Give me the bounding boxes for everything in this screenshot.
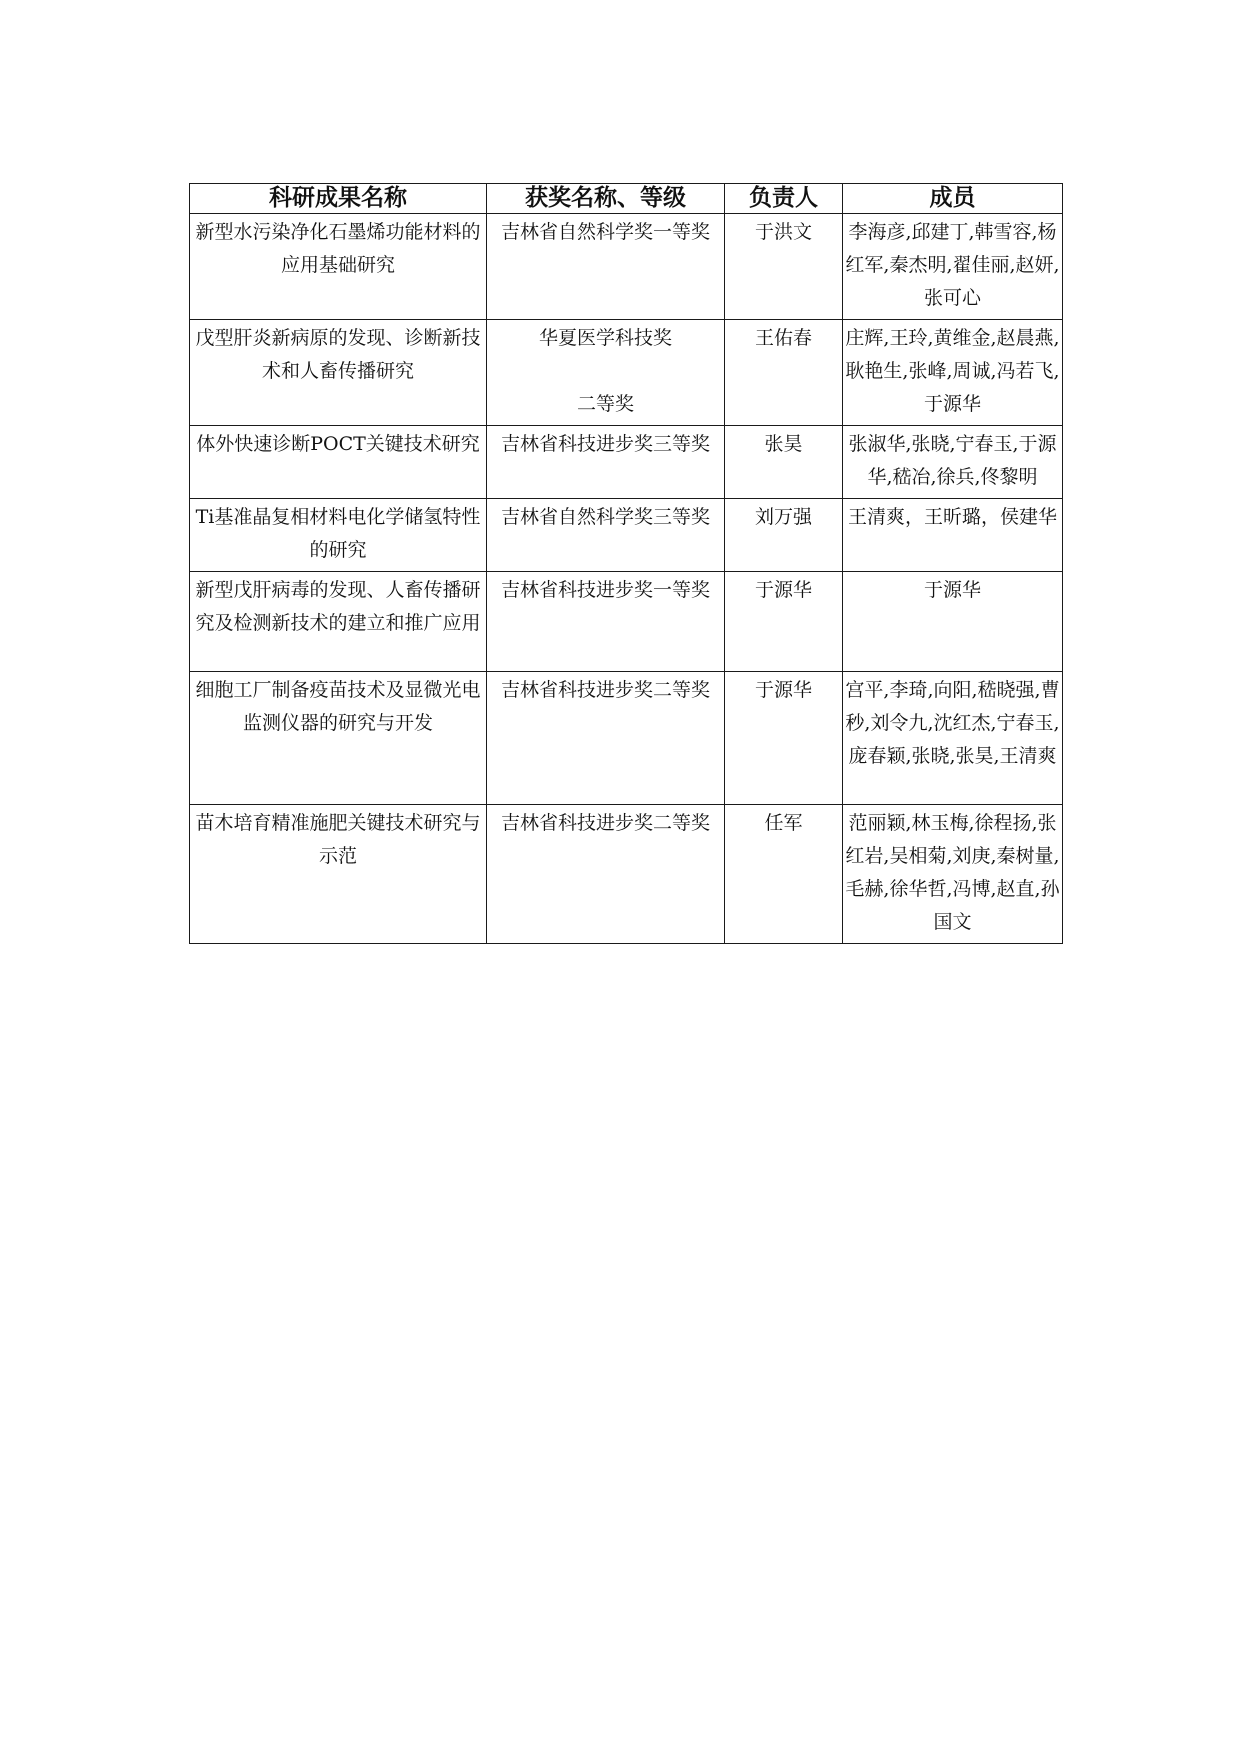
award-name: 吉林省科技进步奖三等奖 [487, 426, 725, 499]
award-name: 吉林省自然科学奖一等奖 [487, 214, 725, 320]
achievement-title: 戊型肝炎新病原的发现、诊断新技术和人畜传播研究 [190, 320, 487, 426]
award-name: 吉林省自然科学奖三等奖 [487, 499, 725, 572]
header-leader: 负责人 [725, 184, 843, 214]
achievement-title: 体外快速诊断POCT关键技术研究 [190, 426, 487, 499]
achievement-title: 细胞工厂制备疫苗技术及显微光电监测仪器的研究与开发 [190, 672, 487, 805]
achievement-title: 新型水污染净化石墨烯功能材料的应用基础研究 [190, 214, 487, 320]
leader-name: 于源华 [725, 672, 843, 805]
member-list: 宫平,李琦,向阳,嵇晓强,曹秒,刘令九,沈红杰,宁春玉,庞春颖,张晓,张昊,王清爽 [843, 672, 1063, 805]
award-cell [487, 320, 725, 426]
leader-name: 任军 [725, 805, 843, 944]
table-row [190, 672, 1063, 805]
leader-name: 于洪文 [725, 214, 843, 320]
table-row [190, 320, 1063, 426]
table-row [190, 572, 1063, 672]
award-name: 吉林省科技进步奖二等奖 [487, 805, 725, 944]
member-list: 庄辉,王玲,黄维金,赵晨燕,耿艳生,张峰,周诚,冯若飞,于源华 [843, 320, 1063, 426]
awards-table [189, 183, 1063, 944]
header-members: 成员 [843, 184, 1063, 214]
member-list: 王清爽，王昕璐，侯建华 [843, 499, 1063, 572]
achievement-title: Ti基准晶复相材料电化学储氢特性的研究 [190, 499, 487, 572]
achievement-title: 新型戊肝病毒的发现、人畜传播研究及检测新技术的建立和推广应用 [190, 572, 487, 672]
table-row [190, 426, 1063, 499]
achievement-title: 苗木培育精准施肥关键技术研究与示范 [190, 805, 487, 944]
leader-name: 于源华 [725, 572, 843, 672]
table-row [190, 805, 1063, 944]
award-name: 华夏医学科技奖 [538, 327, 672, 349]
header-row [190, 184, 1063, 214]
table-row [190, 214, 1063, 320]
member-list: 李海彦,邱建丁,韩雪容,杨红军,秦杰明,翟佳丽,赵妍,张可心 [843, 214, 1063, 320]
leader-name: 王佑春 [725, 320, 843, 426]
leader-name: 刘万强 [725, 499, 843, 572]
header-title: 科研成果名称 [190, 184, 487, 214]
member-list: 张淑华,张晓,宁春玉,于源华,嵇冶,徐兵,佟黎明 [843, 426, 1063, 499]
header-award: 获奖名称、等级 [487, 184, 725, 214]
member-list: 范丽颖,林玉梅,徐程扬,张红岩,吴相菊,刘庚,秦树量,毛赫,徐华哲,冯博,赵直,孙国文 [843, 805, 1063, 944]
award-level: 二等奖 [576, 393, 634, 415]
leader-name: 张昊 [725, 426, 843, 499]
member-list: 于源华 [843, 572, 1063, 672]
award-name: 吉林省科技进步奖一等奖 [487, 572, 725, 672]
table-row [190, 499, 1063, 572]
award-name: 吉林省科技进步奖二等奖 [487, 672, 725, 805]
